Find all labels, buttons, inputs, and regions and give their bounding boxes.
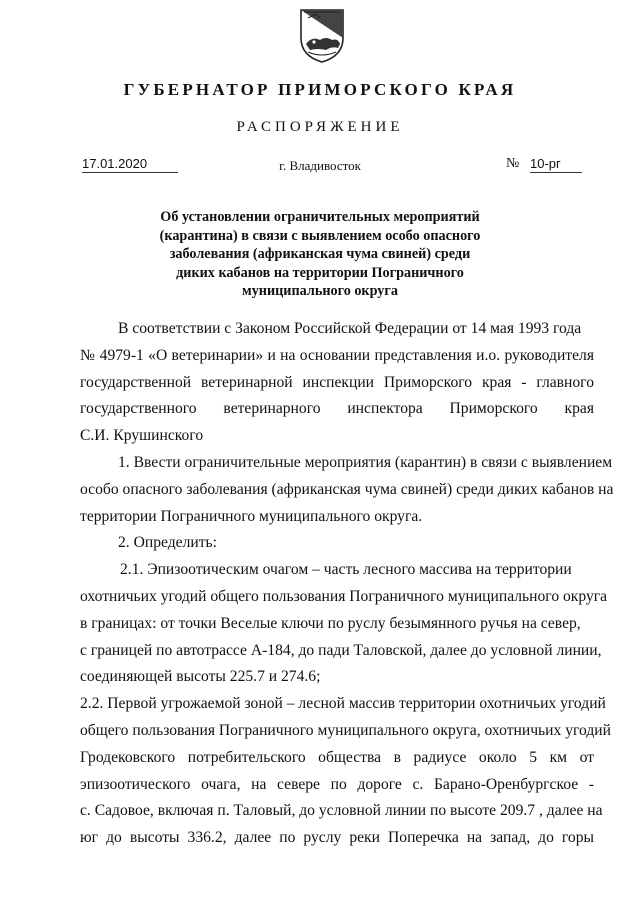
number-sign: № <box>506 156 520 171</box>
governor-title: ГУБЕРНАТОР ПРИМОРСКОГО КРАЯ <box>123 80 517 99</box>
body-line: государственной ветеринарной инспекции Приморского края - главного <box>80 373 594 391</box>
body-line: с границей по автотрассе А-184, до пади Таловской, далее до условной линии, <box>80 641 602 659</box>
body-line: С.И. Крушинского <box>80 427 204 445</box>
document-type: РАСПОРЯЖЕНИЕ <box>236 119 404 135</box>
body-line: 2.1. Эпизоотическим очагом – часть лесного массива на территории <box>120 561 572 579</box>
body-line: № 4979-1 «О ветеринарии» и на основании представления и.о. руководителя <box>80 346 594 364</box>
body-line: особо опасного заболевания (африканская чума свиней) среди диких кабанов на <box>80 480 614 498</box>
body-line: эпизоотического очага, на севере по дороге с. Барано-Оренбургское - <box>80 775 594 793</box>
body-line: Гродековского потребительского общества в радиусе около 5 км от <box>80 748 594 766</box>
document-number: 10-рг <box>530 156 582 173</box>
heading-line: заболевания (африканская чума свиней) среди <box>169 246 471 262</box>
body-line: 2.2. Первой угрожаемой зоной – лесной массив территории охотничьих угодий <box>80 695 606 713</box>
body-line: охотничьих угодий общего пользования Пограничного муниципального округа <box>80 587 608 605</box>
body-line: юг до высоты 336.2, далее по руслу реки Поперечка на запад, до горы <box>80 829 594 847</box>
heading-line: диких кабанов на территории Пограничного <box>176 264 464 281</box>
body-line: общего пользования Пограничного муниципального округа, охотничьих угодий <box>80 721 611 739</box>
heading-line: Об установлении ограничительных мероприятий <box>160 209 480 225</box>
body-line: соединяющей высоты 225.7 и 274.6; <box>80 668 321 686</box>
body-line: государственного ветеринарного инспектора Приморского края <box>80 400 594 418</box>
body-line: В соответствии с Законом Российской Федерации от 14 мая 1993 года <box>118 320 582 337</box>
document-city: г. Владивосток <box>279 158 361 173</box>
body-line: 1. Ввести ограничительные мероприятия (карантин) в связи с выявлением <box>118 453 613 471</box>
heading-line: муниципального округа <box>242 283 398 299</box>
body-line: 2. Определить: <box>118 534 217 552</box>
document-body <box>80 316 614 852</box>
heading-line: (карантина) в связи с выявлением особо опасного <box>159 227 481 244</box>
body-line: в границах: от точки Веселые ключи по руслу безымянного ручья на север, <box>80 614 581 632</box>
document-date: 17.01.2020 <box>82 156 178 173</box>
body-line: с. Садовое, включая п. Таловый, до условной линии по высоте 209.7 , далее на <box>80 802 603 820</box>
coat-of-arms-icon <box>298 6 346 64</box>
document-heading <box>140 208 500 301</box>
body-line: территории Пограничного муниципального округа. <box>80 507 423 525</box>
